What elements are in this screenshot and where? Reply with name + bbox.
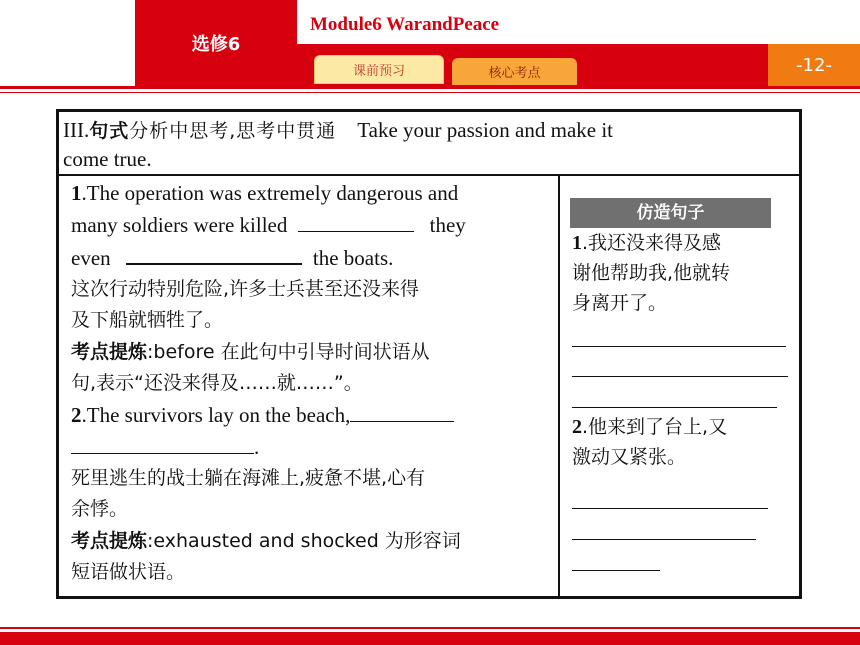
imitation-label: 仿造句子 <box>570 198 771 228</box>
item2-point-text: :exhausted and shocked 为形容词 <box>147 530 461 552</box>
item1-text-b: many soldiers were killed <box>71 213 288 237</box>
page-number: -12- <box>768 44 860 86</box>
item1-en-line1 <box>71 178 550 209</box>
item1-point-text: :before 在此句中引导时间状语从 <box>147 341 430 363</box>
item1-number: 1 <box>71 181 82 205</box>
item2-number: 2 <box>71 403 82 427</box>
item2-text-end: . <box>254 435 260 459</box>
header-left-blank <box>0 0 135 86</box>
module-title: Module6 WarandPeace <box>310 14 500 35</box>
sentence-analysis-cell <box>59 176 560 597</box>
s2-text-1: .他来到了台上,又 <box>582 416 728 438</box>
s1-line2: 谢他帮助我,他就转 <box>572 262 731 284</box>
item1-en-line2 <box>71 209 550 241</box>
s2-number: 2 <box>572 416 582 438</box>
item1-blank-1[interactable] <box>298 209 414 232</box>
item1-en-line3 <box>71 241 550 274</box>
tab-core-points[interactable]: 核心考点 <box>452 58 577 85</box>
item1-cn-line1: 这次行动特别危险,许多士兵甚至还没来得 <box>71 278 420 300</box>
item1-cn-line2: 及下船就牺牲了。 <box>71 309 224 331</box>
tab-preview[interactable]: 课前预习 <box>314 55 444 84</box>
item1-blank-2[interactable] <box>126 241 302 265</box>
item1-text-a: .The operation was extremely dangerous and <box>81 181 459 205</box>
item2-en-line1 <box>71 399 550 431</box>
s2-answer-line-3[interactable] <box>572 570 660 571</box>
item2-text-a: .The survivors lay on the beach, <box>81 403 351 427</box>
item1-point-label: 考点提炼 <box>71 341 148 363</box>
item1-text-d: even <box>71 246 111 270</box>
section-title: 分析中思考,思考中贯通 <box>129 120 337 142</box>
header-divider-thin <box>0 92 860 93</box>
s2-answer-line-1[interactable] <box>572 508 768 509</box>
footer-bar <box>0 632 860 645</box>
section-title-bold: 句式 <box>89 120 130 142</box>
item2-blank-1[interactable] <box>350 399 454 422</box>
s1-text-1: .我还没来得及感 <box>582 232 722 254</box>
section-roman: III. <box>63 118 90 142</box>
item2-en-line2 <box>71 431 550 463</box>
s1-line3: 身离开了。 <box>572 292 668 314</box>
header-divider <box>0 86 860 89</box>
s1-line1 <box>572 228 791 258</box>
footer-divider-thin <box>0 627 860 629</box>
item2-cn-line1: 死里逃生的战士躺在海滩上,疲惫不堪,心有 <box>71 467 426 489</box>
s1-number: 1 <box>572 232 582 254</box>
s2-answer-line-2[interactable] <box>572 539 756 540</box>
s1-answer-line-1[interactable] <box>572 346 786 347</box>
item2-blank-2[interactable] <box>71 431 254 454</box>
item2-point-label: 考点提炼 <box>71 530 148 552</box>
item1-point <box>71 336 550 368</box>
section-heading <box>59 112 799 176</box>
item2-cn-line2: 余悸。 <box>71 498 129 520</box>
motto-line2: come true. <box>63 147 152 171</box>
imitation-cell <box>562 176 799 597</box>
s1-answer-line-3[interactable] <box>572 407 777 408</box>
motto-line1: Take your passion and make it <box>357 118 614 142</box>
item1-text-c: they <box>429 213 466 237</box>
s1-answer-line-2[interactable] <box>572 376 788 377</box>
volume-badge: 选修6 <box>135 0 297 86</box>
item2-point-line2: 短语做状语。 <box>71 561 186 583</box>
item1-point-line2: 句,表示“还没来得及……就……”。 <box>71 372 363 394</box>
item2-point <box>71 525 550 557</box>
content-table <box>56 109 802 599</box>
item1-text-e: the boats. <box>312 246 394 270</box>
s2-line1 <box>572 412 791 442</box>
s2-line2: 激动又紧张。 <box>572 446 687 468</box>
